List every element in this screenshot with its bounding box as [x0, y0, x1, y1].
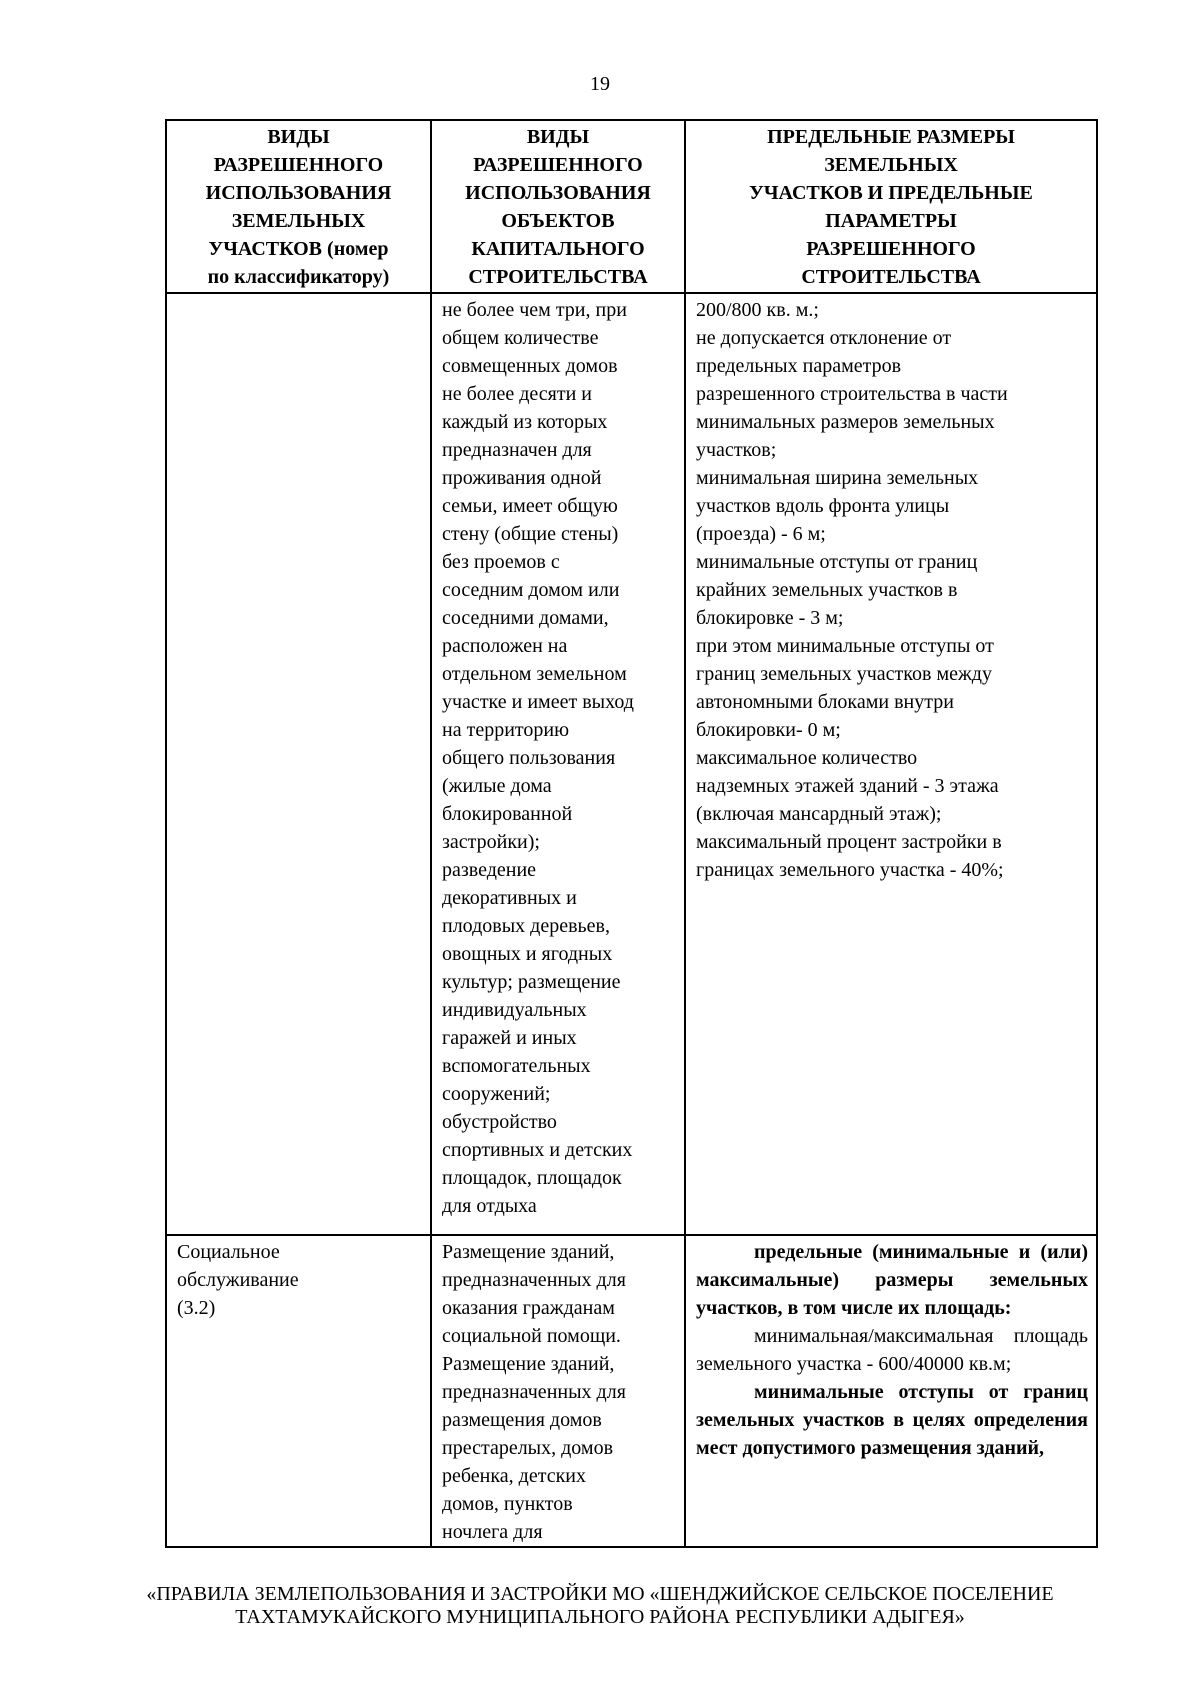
header-line: по классификатору) — [207, 266, 390, 288]
row1-parameters-cell — [685, 293, 1097, 1235]
header-line: РАЗРЕШЕННОГО — [806, 238, 976, 260]
page-number: 19 — [590, 73, 610, 95]
table-row — [166, 1235, 1097, 1547]
cell-line: Размещение зданий, — [442, 1353, 615, 1375]
header-line: СТРОИТЕЛЬСТВА — [801, 266, 981, 288]
footer-line-2: ТАХТАМУКАЙСКОГО МУНИЦИПАЛЬНОГО РАЙОНА РЕСПУБЛИКИ АДЫГЕЯ» — [235, 1606, 965, 1628]
cell-line: не более десяти и — [442, 383, 592, 405]
header-line: УЧАСТКОВ И ПРЕДЕЛЬНЫЕ — [749, 182, 1033, 204]
cell-line: участке и имеет выход — [442, 691, 634, 713]
header-line-mixed — [173, 235, 424, 263]
cell-line: (проезда) - 6 м; — [696, 523, 826, 545]
cell-line: границах земельного участка - 40%; — [696, 859, 1004, 881]
cell-line: минимальных размеров земельных — [696, 411, 995, 433]
cell-line: надземных этажей зданий - 3 этажа — [696, 775, 999, 797]
cell-line: сооружений; — [442, 1083, 551, 1105]
cell-line: 200/800 кв. м.; — [696, 299, 819, 321]
zoning-rules-table — [165, 119, 1098, 1548]
cell-line: участков; — [696, 439, 777, 461]
cell-line: застройки); — [442, 831, 540, 853]
cell-line: границ земельных участков между — [696, 663, 992, 685]
cell-line: проживания одной — [442, 467, 602, 489]
cell-line: разведение — [442, 859, 537, 881]
min-setbacks-heading: минимальные отступы от границ земельных участков в целях определения мест допустимого размещения зданий, — [696, 1381, 1088, 1459]
header-line: ОБЪЕКТОВ — [501, 210, 615, 232]
cell-line: декоративных и — [442, 887, 577, 909]
cell-line: при этом минимальные отступы от — [696, 635, 994, 657]
cell-line: каждый из которых — [442, 411, 608, 433]
footer-line-1: «ПРАВИЛА ЗЕМЛЕПОЛЬЗОВАНИЯ И ЗАСТРОЙКИ МО «ШЕНДЖИЙСКОЕ СЕЛЬСКОЕ ПОСЕЛЕНИЕ — [146, 1583, 1054, 1605]
header-bold-part: УЧАСТКОВ — [208, 238, 323, 260]
cell-line: крайних земельных участков в — [696, 579, 958, 601]
cell-line: общем количестве — [442, 327, 599, 349]
cell-line: минимальная ширина земельных — [696, 467, 979, 489]
cell-line: обустройство — [442, 1111, 557, 1133]
cell-line: предельных параметров — [696, 355, 902, 377]
cell-line: площадок, площадок — [442, 1167, 622, 1189]
cell-line: совмещенных домов — [442, 355, 618, 377]
cell-line: обслуживание — [177, 1269, 299, 1291]
cell-line: ночлега для — [442, 1521, 543, 1543]
cell-line: (3.2) — [177, 1297, 216, 1319]
header-line: ИСПОЛЬЗОВАНИЯ — [465, 182, 651, 204]
header-line: ПРЕДЕЛЬНЫЕ РАЗМЕРЫ — [767, 126, 1015, 148]
cell-line: расположен на — [442, 635, 568, 657]
cell-line: (жилые дома — [442, 775, 552, 797]
cell-line: участков вдоль фронта улицы — [696, 495, 950, 517]
cell-line: престарелых, домов — [442, 1437, 614, 1459]
cell-line: для отдыха — [442, 1195, 537, 1217]
header-line: ИСПОЛЬЗОВАНИЯ — [205, 182, 392, 204]
header-land-use-types — [166, 120, 431, 293]
cell-line: вспомогательных — [442, 1055, 591, 1077]
header-line: ЗЕМЕЛЬНЫХ — [824, 154, 958, 176]
header-capital-construction-types — [431, 120, 685, 293]
cell-line: гаражей и иных — [442, 1027, 577, 1049]
cell-line: на территорию — [442, 719, 570, 741]
row1-construction-cell — [431, 293, 685, 1235]
header-line: СТРОИТЕЛЬСТВА — [468, 266, 648, 288]
row2-construction-cell — [431, 1235, 685, 1547]
cell-line: предназначен для — [442, 439, 592, 461]
cell-line: домов, пунктов — [442, 1493, 573, 1515]
header-normal-part: (номер — [322, 238, 389, 260]
cell-line: блокировки- 0 м; — [696, 719, 841, 741]
cell-line: плодовых деревьев, — [442, 915, 610, 937]
cell-line: культур; размещение — [442, 971, 621, 993]
cell-line: предназначенных для — [442, 1381, 626, 1403]
row2-land-use-cell — [166, 1235, 431, 1547]
cell-line: не допускается отклонение от — [696, 327, 952, 349]
cell-line: соседним домом или — [442, 579, 620, 601]
cell-line: максимальное количество — [696, 747, 918, 769]
cell-line: Размещение зданий, — [442, 1241, 615, 1263]
cell-line: ребенка, детских — [442, 1465, 586, 1487]
header-limit-parameters — [685, 120, 1097, 293]
header-line: ВИДЫ — [526, 126, 590, 148]
min-max-area-text: минимальная/максимальная площадь земельного участка - 600/40000 кв.м; — [696, 1325, 1088, 1375]
cell-line: размещения домов — [442, 1409, 602, 1431]
table-header-row — [166, 120, 1097, 293]
cell-line: максимальный процент застройки в — [696, 831, 1002, 853]
header-line: ПАРАМЕТРЫ — [825, 210, 957, 232]
cell-line: предназначенных для — [442, 1269, 626, 1291]
cell-line: автономными блоками внутри — [696, 691, 954, 713]
cell-line: без проемов с — [442, 551, 560, 573]
cell-line: Социальное — [177, 1241, 280, 1263]
cell-line: блокировке - 3 м; — [696, 607, 844, 629]
cell-line: оказания гражданам — [442, 1297, 615, 1319]
cell-line: (включая мансардный этаж); — [696, 803, 942, 825]
header-line: КАПИТАЛЬНОГО — [471, 238, 645, 260]
document-footer — [0, 1583, 1200, 1629]
cell-line: индивидуальных — [442, 999, 587, 1021]
header-line: ВИДЫ — [267, 126, 330, 148]
cell-line: минимальные отступы от границ — [696, 551, 978, 573]
cell-line: стену (общие стены) — [442, 523, 619, 545]
cell-line: овощных и ягодных — [442, 943, 613, 965]
cell-line: соседними домами, — [442, 607, 609, 629]
cell-line: семьи, имеет общую — [442, 495, 618, 517]
table-row — [166, 293, 1097, 1235]
cell-line: блокированной — [442, 803, 573, 825]
cell-line: общего пользования — [442, 747, 616, 769]
header-line: РАЗРЕШЕННОГО — [213, 154, 384, 176]
cell-line: социальной помощи. — [442, 1325, 621, 1347]
cell-line: спортивных и детских — [442, 1139, 633, 1161]
row1-land-use-cell — [166, 293, 431, 1235]
cell-line: отдельном земельном — [442, 663, 627, 685]
cell-line: разрешенного строительства в части — [696, 383, 1008, 405]
limit-sizes-heading: предельные (минимальные и (или) максимальные) размеры земельных участков, в том числе их площадь: — [696, 1241, 1088, 1319]
row2-parameters-cell — [685, 1235, 1097, 1547]
header-line: РАЗРЕШЕННОГО — [473, 154, 643, 176]
cell-line: не более чем три, при — [442, 299, 627, 321]
header-line: ЗЕМЕЛЬНЫХ — [231, 210, 366, 232]
